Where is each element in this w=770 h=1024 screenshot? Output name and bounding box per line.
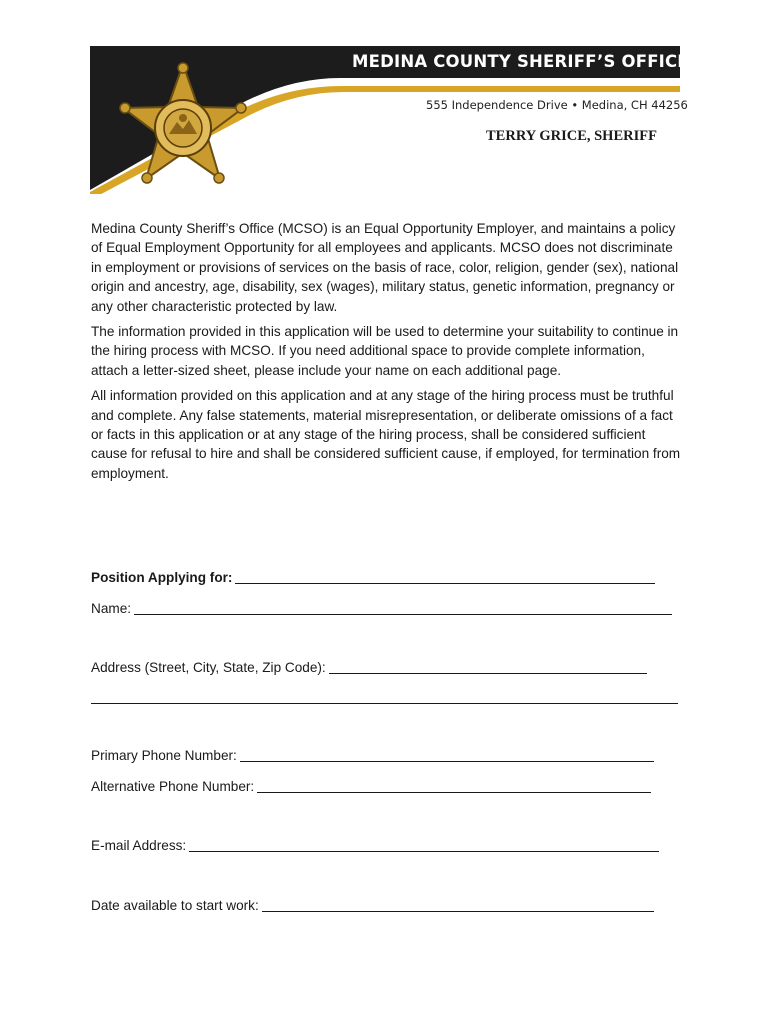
eeo-paragraph: Medina County Sheriff’s Office (MCSO) is an Equal Opportunity Employer, and maintains a policy of Equal Employment Opportunity for all employees and applicants. MCSO does not discriminate in employment or provisions of services on the basis of race, color, religion, gender (sex), national origin and ancestry, age, disability, sex (wages), military status, genetic information, pregnancy or any other characteristic protected by law.: [91, 221, 679, 314]
sheriff-name: TERRY GRICE, SHERIFF: [486, 128, 657, 144]
primary-phone-field: [91, 747, 654, 764]
alt-phone-field: [91, 778, 651, 795]
alt-phone-label: Alternative Phone Number:: [91, 779, 255, 794]
office-name: MEDINA COUNTY SHERIFF’S OFFICE: [352, 52, 689, 71]
truthfulness-paragraph: All information provided on this application and at any stage of the hiring process must be truthful and complete. Any false statements, material misrepresentation, or deliberate omissions of a fact or facts in this application or at any stage of the hiring process, shall be considered sufficient cause for refusal to hire and shall be considered sufficient cause, if employed, for termination from employment.: [91, 388, 681, 481]
start-date-field: [91, 897, 654, 914]
email-input-line[interactable]: [189, 837, 659, 852]
address-label: Address (Street, City, State, Zip Code):: [91, 660, 326, 675]
address-second-line[interactable]: [91, 703, 678, 704]
start-date-input-line[interactable]: [262, 897, 654, 912]
information-use-paragraph: The information provided in this application will be used to determine your suitability to continue in the hiring process with MCSO. If you need additional space to provide complete information, attach a letter-sized sheet, please include your name on each additional page.: [91, 324, 679, 378]
position-label: Position Applying for:: [91, 570, 233, 585]
position-field: [91, 569, 655, 586]
address-field: [91, 659, 647, 676]
start-date-label: Date available to start work:: [91, 898, 259, 913]
sheriff-star-badge-icon: [119, 62, 247, 192]
primary-phone-input-line[interactable]: [240, 747, 654, 762]
email-field: [91, 837, 659, 854]
name-input-line[interactable]: [134, 600, 672, 615]
office-address: 555 Independence Drive • Medina, CH 44256: [426, 98, 688, 112]
primary-phone-label: Primary Phone Number:: [91, 748, 237, 763]
intro-text: [91, 219, 681, 489]
name-field: [91, 600, 672, 617]
email-label: E-mail Address:: [91, 838, 187, 853]
name-label: Name:: [91, 601, 132, 616]
position-input-line[interactable]: [235, 569, 655, 584]
address-input-line[interactable]: [329, 659, 647, 674]
alt-phone-input-line[interactable]: [257, 778, 651, 793]
